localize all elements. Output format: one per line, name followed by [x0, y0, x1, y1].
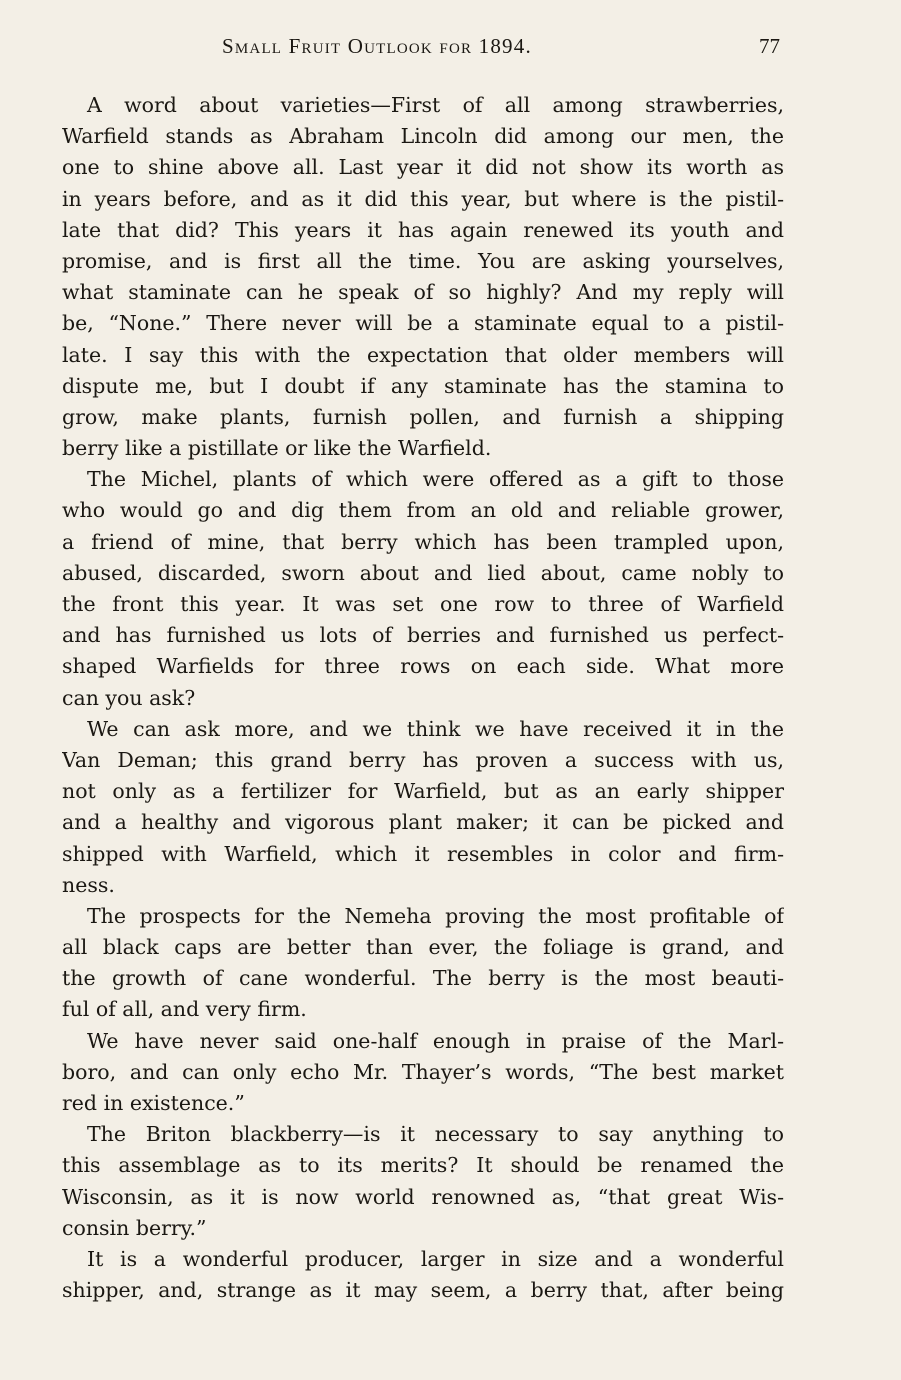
paragraph-michel	[62, 464, 784, 714]
text-line: and a healthy and vigorous plant maker; it can be picked and	[62, 810, 784, 835]
paragraph-marlboro	[62, 1026, 784, 1120]
text-line: We have never said one-half enough in praise of the Marl-	[87, 1028, 784, 1053]
text-line: abused, discarded, sworn about and lied about, came nobly to	[62, 560, 784, 585]
text-line: the front this year. It was set one row to three of Warfield	[62, 592, 784, 616]
text-line: The prospects for the Nemeha proving the most profitable of	[87, 903, 784, 928]
text-line: A word about varieties—First of all among strawberries,	[87, 93, 784, 117]
text-line: in years before, and as it did this year, but where is the pistil-	[62, 186, 784, 211]
text-line: promise, and is first all the time. You are asking yourselves,	[62, 248, 784, 273]
text-line: Van Deman; this grand berry has proven a success with us,	[62, 747, 784, 772]
running-head	[62, 34, 780, 64]
text-line: be, “None.” There never will be a staminate equal to a pistil-	[62, 311, 784, 336]
text-line: and has furnished us lots of berries and furnished us perfect-	[62, 623, 784, 648]
text-line: ful of all, and very firm.	[62, 997, 307, 1022]
text-line: dispute me, but I doubt if any staminate has the stamina to	[62, 373, 784, 398]
text-line: not only as a fertilizer for Warfield, but as an early shipper	[62, 779, 784, 804]
text-line: a friend of mine, that berry which has been trampled upon,	[62, 529, 784, 554]
text-line: shipper, and, strange as it may seem, a berry that, after being	[62, 1278, 784, 1303]
paragraph-producer	[62, 1244, 784, 1306]
text-line: boro, and can only echo Mr. Thayer’s words, “The best market	[62, 1059, 784, 1084]
body-text	[62, 90, 784, 1306]
running-title: Small Fruit Outlook for 1894.	[222, 34, 532, 58]
text-line: The Michel, plants of which were offered as a gift to those	[87, 467, 784, 492]
text-line: red in existence.”	[62, 1091, 245, 1115]
text-line: the growth of cane wonderful. The berry is the most beauti-	[62, 966, 784, 991]
text-line: It is a wonderful producer, larger in size and a wonderful	[87, 1246, 784, 1271]
paragraph-briton	[62, 1119, 784, 1244]
text-line: Wisconsin, as it is now world renowned as, “that great Wis-	[62, 1184, 784, 1209]
text-line: shaped Warfields for three rows on each side. What more	[62, 654, 784, 679]
paragraph-nemeha	[62, 901, 784, 1026]
text-line: late that did? This years it has again renewed its youth and	[62, 217, 784, 242]
text-line: We can ask more, and we think we have received it in the	[87, 716, 784, 741]
text-line: all black caps are better than ever, the foliage is grand, and	[62, 935, 784, 960]
text-line: one to shine above all. Last year it did not show its worth as	[62, 155, 784, 180]
page-number: 77	[759, 34, 780, 58]
text-line: ness.	[62, 872, 115, 897]
text-line: grow, make plants, furnish pollen, and furnish a shipping	[62, 404, 784, 429]
text-line: this assemblage as to its merits? It should be renamed the	[62, 1153, 784, 1178]
paragraph-varieties	[62, 90, 784, 464]
text-line: consin berry.”	[62, 1215, 207, 1240]
paragraph-van-deman	[62, 714, 784, 901]
text-line: can you ask?	[62, 685, 196, 710]
text-line: berry like a pistillate or like the Warfield.	[62, 436, 492, 461]
text-line: shipped with Warfield, which it resembles in color and firm-	[62, 841, 784, 866]
text-line: what staminate can he speak of so highly? And my reply will	[62, 280, 784, 305]
text-line: Warfield stands as Abraham Lincoln did among our men, the	[62, 124, 784, 149]
text-line: who would go and dig them from an old and reliable grower,	[62, 498, 784, 523]
text-line: late. I say this with the expectation that older members will	[62, 342, 784, 367]
text-line: The Briton blackberry—is it necessary to say anything to	[87, 1122, 784, 1147]
